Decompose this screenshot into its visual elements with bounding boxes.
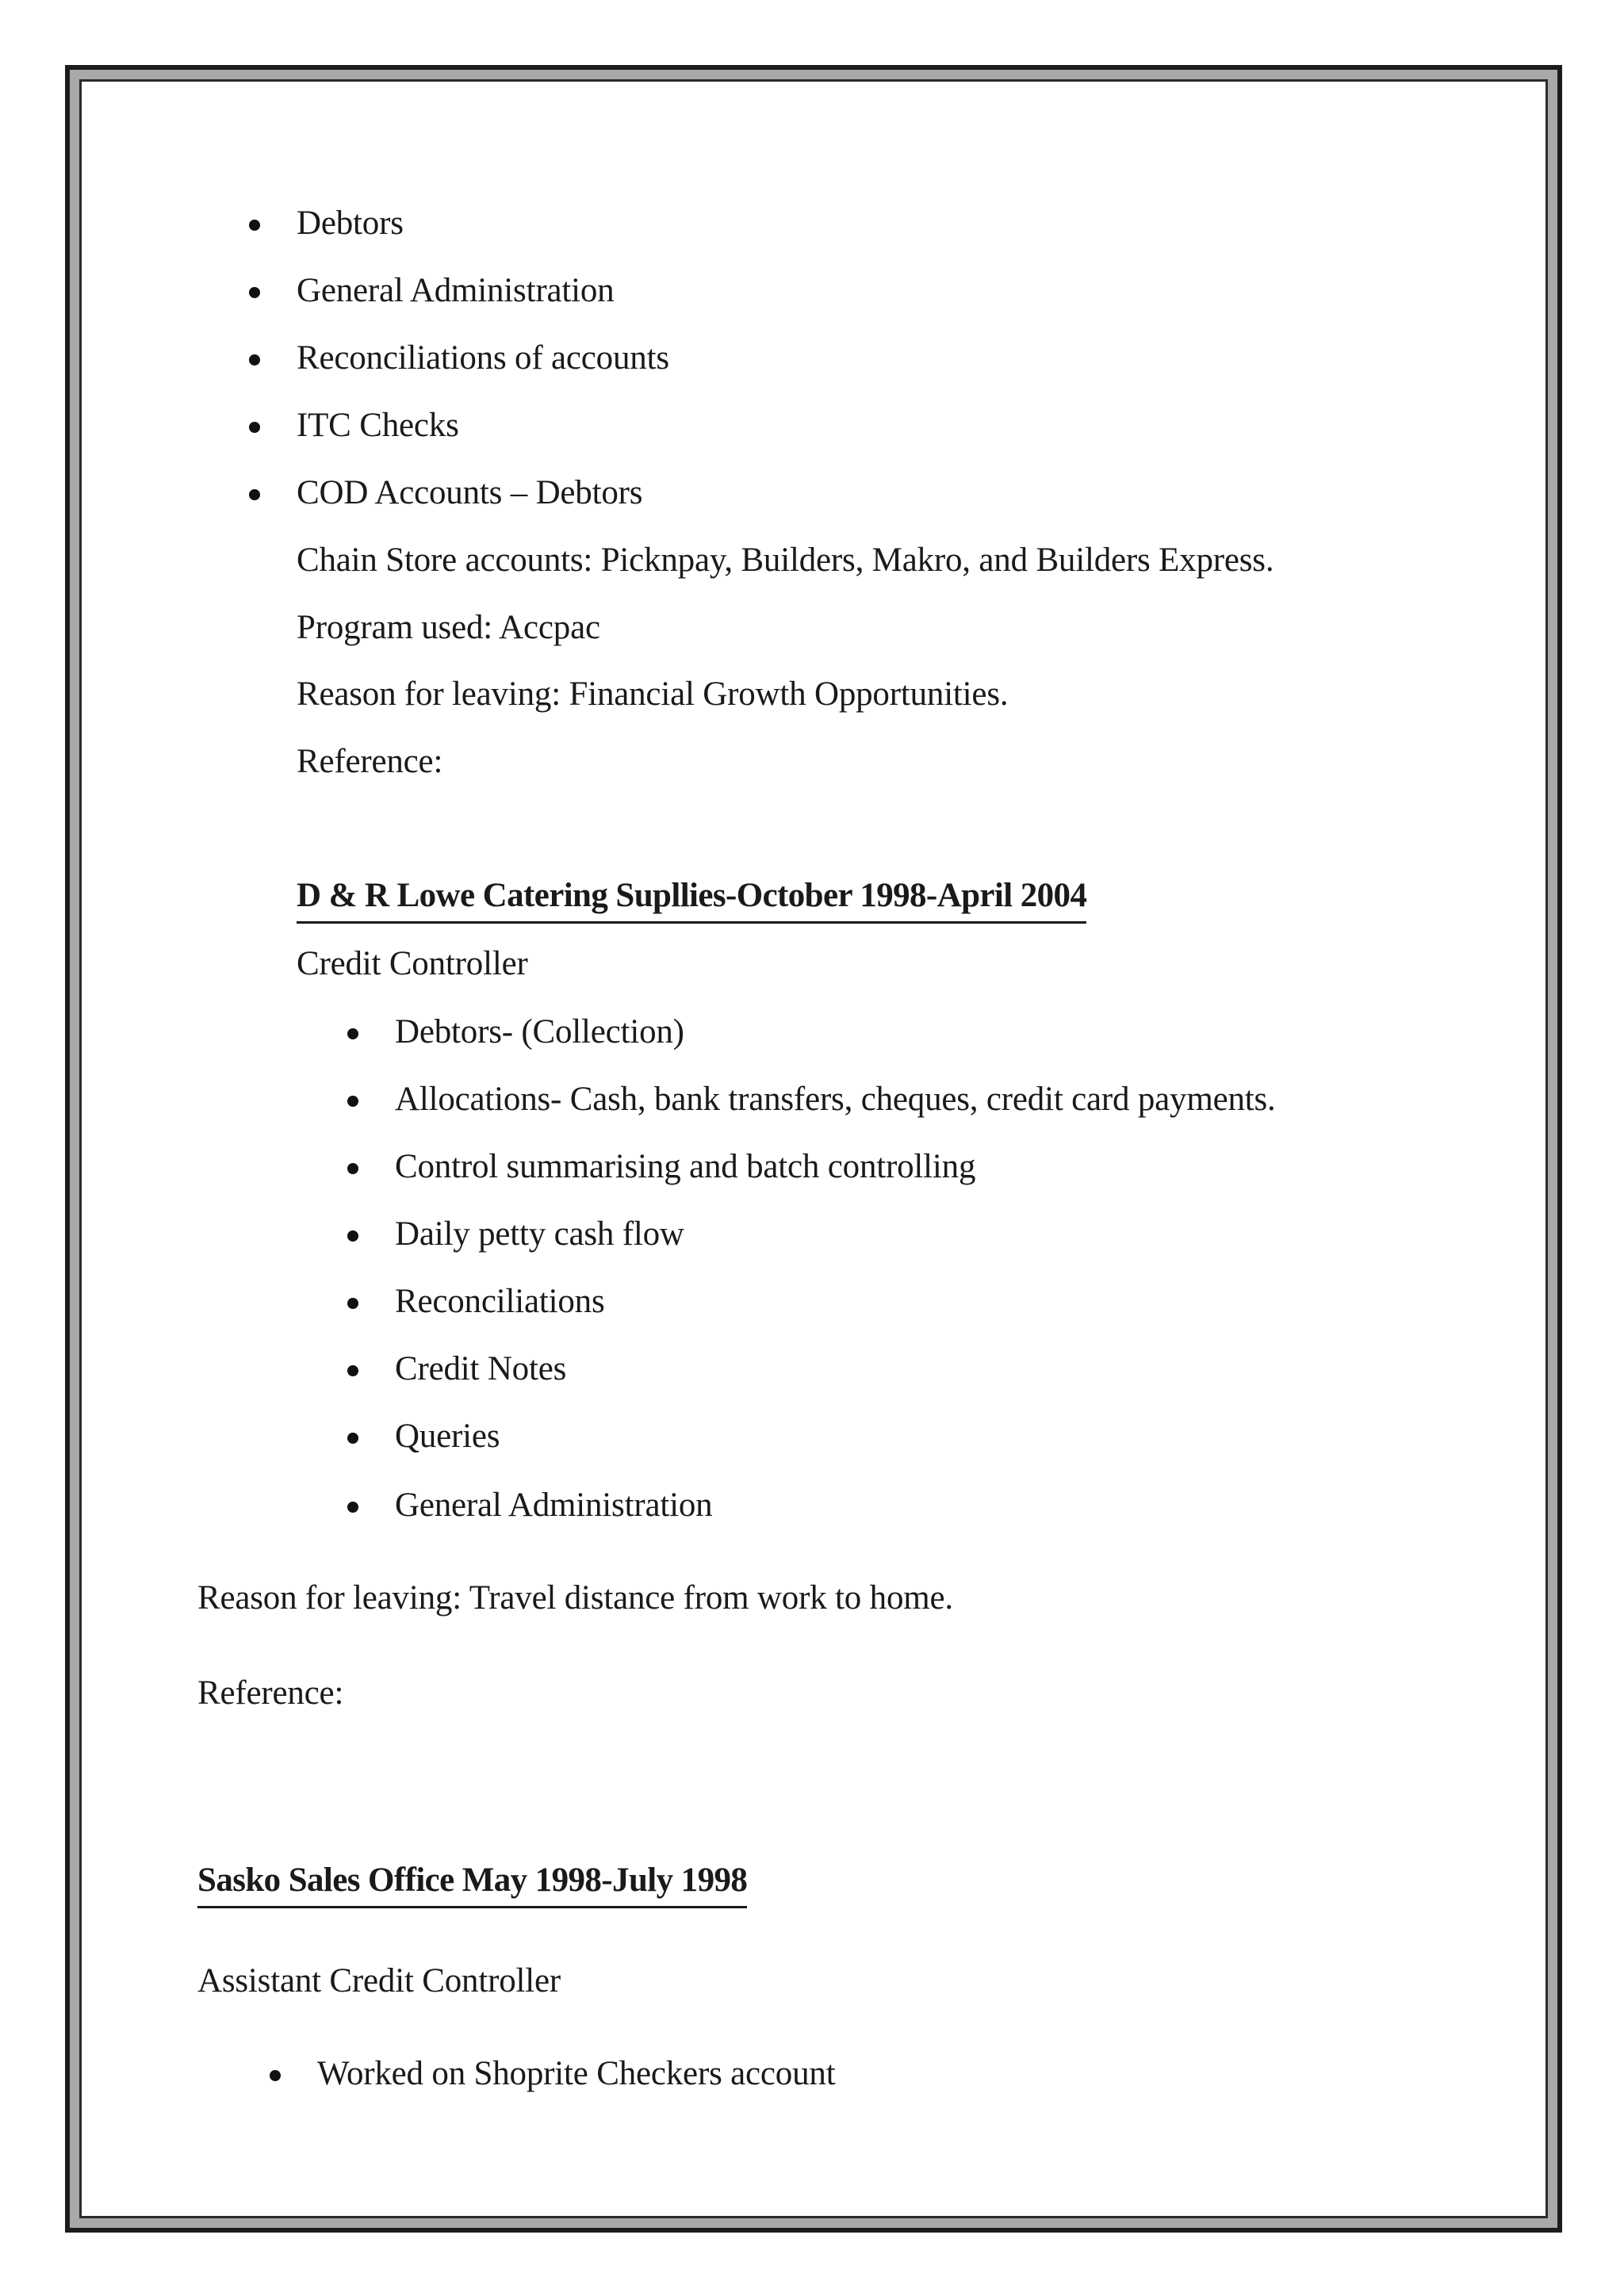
bullet-icon (347, 1433, 358, 1444)
list-item: Queries (395, 1418, 500, 1455)
reason-for-leaving-lowe: Reason for leaving: Travel distance from work to home. (197, 1579, 953, 1617)
list-item: Allocations- Cash, bank transfers, cheques, credit card payments. (395, 1081, 1276, 1118)
bullet-icon (347, 1230, 358, 1242)
bullet-icon (249, 287, 260, 298)
list-item: General Administration (297, 272, 615, 309)
chain-store-accounts: Chain Store accounts: Picknpay, Builders, Makro, and Builders Express. (297, 541, 1274, 579)
job-title-lowe: Credit Controller (297, 945, 528, 982)
job-title-sasko: Assistant Credit Controller (197, 1962, 561, 1999)
job-heading-lowe: D & R Lowe Catering Supllies-October 1998-April 2004 (297, 875, 1086, 924)
bullet-icon (249, 354, 260, 365)
job-heading-sasko: Sasko Sales Office May 1998-July 1998 (197, 1860, 747, 1908)
bullet-icon (347, 1502, 358, 1513)
list-item: General Administration (395, 1487, 713, 1524)
list-item: Reconciliations of accounts (297, 339, 669, 377)
bullet-icon (347, 1365, 358, 1376)
bullet-icon (249, 422, 260, 433)
list-item: Debtors- (Collection) (395, 1013, 684, 1050)
bullet-icon (347, 1298, 358, 1309)
list-item: Debtors (297, 205, 404, 242)
reference-label-lowe: Reference: (197, 1674, 344, 1712)
reference-label: Reference: (297, 743, 443, 780)
list-item: Reconciliations (395, 1283, 605, 1320)
bullet-icon (249, 489, 260, 500)
bullet-icon (249, 220, 260, 231)
list-item: Daily petty cash flow (395, 1215, 684, 1253)
reason-for-leaving: Reason for leaving: Financial Growth Opportunities. (297, 675, 1009, 713)
bullet-icon (347, 1028, 358, 1039)
program-used: Program used: Accpac (297, 609, 600, 646)
bullet-icon (347, 1096, 358, 1107)
bullet-icon (270, 2070, 281, 2081)
list-item: Control summarising and batch controlling (395, 1148, 976, 1185)
list-item: ITC Checks (297, 407, 459, 444)
list-item: COD Accounts – Debtors (297, 474, 643, 511)
list-item: Worked on Shoprite Checkers account (317, 2055, 836, 2092)
list-item: Credit Notes (395, 1350, 567, 1387)
bullet-icon (347, 1163, 358, 1174)
